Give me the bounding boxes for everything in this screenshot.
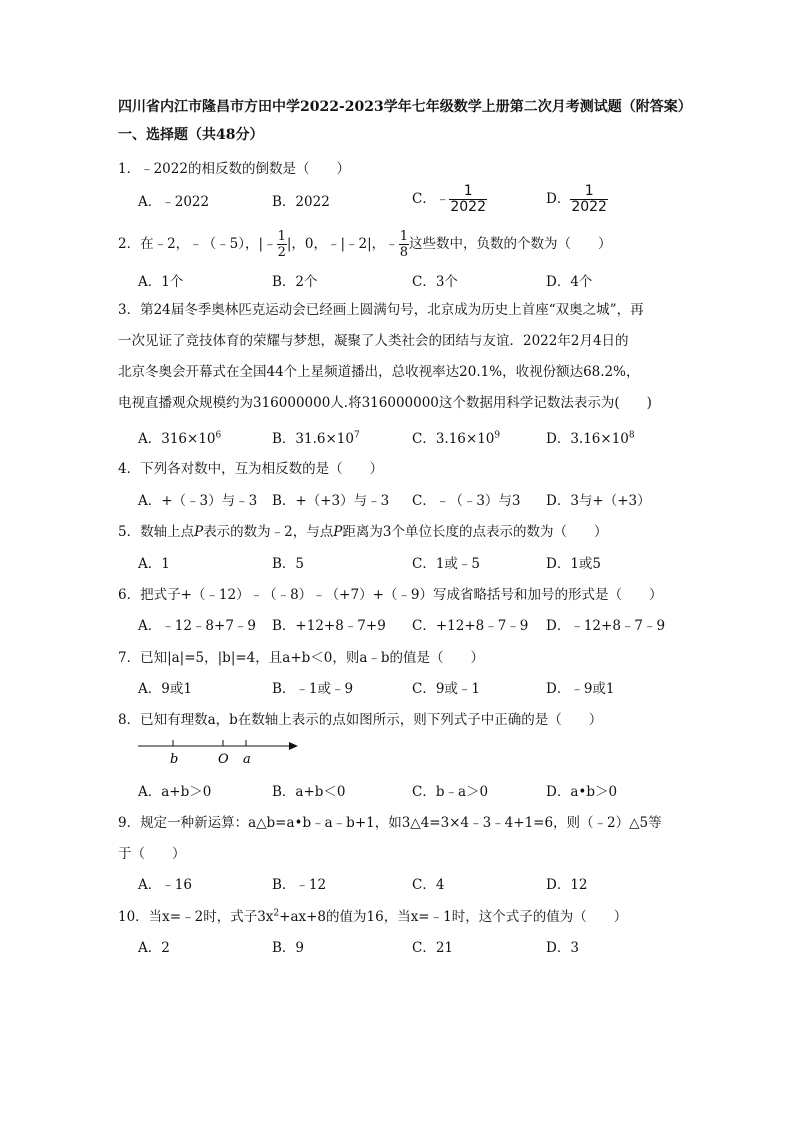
q1-option-b: B．2022: [272, 194, 330, 210]
fraction-numerator: 1: [570, 184, 608, 200]
q9-option-b: B．﹣12: [272, 877, 327, 893]
document-title: 四川省内江市隆昌市方田中学2022-2023学年七年级数学上册第二次月考测试题（附答案）: [118, 99, 692, 115]
option-base: C．3.16×10: [412, 431, 495, 447]
q6-option-a: A．﹣12﹣8+7﹣9: [138, 618, 257, 634]
question-10-stem: [118, 905, 627, 925]
q2-option-c: C．3个: [412, 274, 458, 290]
fraction-denominator: 8: [399, 245, 408, 260]
point-p-label: P: [194, 524, 204, 540]
q4-option-d: D．3与+（+3）: [546, 493, 651, 509]
q3-option-b: [272, 427, 360, 447]
q5-option-c: C．1或﹣5: [412, 556, 481, 572]
q2-option-b: B．2个: [272, 274, 318, 290]
question-6-stem: 6．把式子+（﹣12）﹣（﹣8）﹣（+7）+（﹣9）写成省略括号和加号的形式是（ ）: [118, 587, 663, 603]
q10-option-d: D．3: [546, 940, 579, 956]
option-exponent: 7: [353, 430, 360, 441]
q10-stem-part-a: 10．当x=﹣2时，式子3x: [118, 909, 274, 925]
fraction-numerator: 1: [449, 184, 487, 200]
q2-option-d: D．4个: [546, 274, 593, 290]
label-b: b: [170, 752, 179, 767]
fraction-denominator: 2: [277, 245, 286, 260]
question-5-stem: [118, 520, 607, 540]
number-line-arrow: [289, 742, 298, 750]
q5-option-a: A．1: [138, 556, 170, 572]
q4-option-a: A．+（﹣3）与﹣3: [138, 493, 258, 509]
option-base: B．31.6×10: [272, 431, 354, 447]
q3-line-1: 3．第24届冬季奥林匹克运动会已经画上圆满句号，北京成为历史上首座“双奥之城”，再: [118, 302, 644, 318]
q5-stem-part-a: 5．数轴上点: [118, 524, 195, 540]
label-origin: O: [218, 752, 229, 767]
q7-option-c: C．9或﹣1: [412, 681, 481, 697]
label-a: a: [243, 752, 251, 767]
q1-option-d: [546, 184, 608, 215]
q1-option-d-fraction: [570, 184, 608, 215]
q7-option-a: A．9或1: [138, 681, 192, 697]
fraction-numerator: 1: [399, 229, 408, 244]
q5-stem-part-b: 表示的数为﹣2，与点: [203, 524, 334, 540]
q3-option-c: [412, 427, 500, 447]
q7-option-b: B．﹣1或﹣9: [272, 681, 354, 697]
q10-exponent: 2: [273, 908, 280, 919]
fraction-denominator: 2022: [450, 199, 486, 215]
q9-option-c: C．4: [412, 877, 445, 893]
q1-option-c: [412, 184, 487, 215]
q5-option-d: D．1或5: [546, 556, 602, 572]
q3-option-d: [546, 427, 635, 447]
question-8-stem: 8．已知有理数a，b在数轴上表示的点如图所示，则下列式子中正确的是（ ）: [118, 712, 603, 728]
question-1-stem: 1．﹣2022的相反数的倒数是（ ）: [118, 161, 350, 177]
q4-option-b: B．+（+3）与﹣3: [272, 493, 390, 509]
q3-line-4: 电视直播观众规模约为316000000人.将316000000这个数据用科学记数法表示为( ): [118, 395, 652, 411]
q10-option-a: A．2: [138, 940, 170, 956]
q3-line-3: 北京冬奥会开幕式在全国44个上星频道播出，总收视率达20.1%，收视份额达68.2%，: [118, 364, 640, 380]
option-exponent: 6: [215, 430, 222, 441]
q2-stem-part-c: 这些数中，负数的个数为（ ）: [408, 236, 612, 252]
q2-stem-part-b: |，0，﹣|﹣2|，﹣: [286, 236, 399, 252]
q1-option-a: A．﹣2022: [138, 194, 210, 210]
question-9-line-2: 于（ ）: [118, 846, 186, 862]
question-2-stem: [118, 229, 611, 260]
question-9-line-1: 9．规定一种新运算：a△b=a•b﹣a﹣b+1，如3△4=3×4﹣3﹣4+1=6，则（﹣2）△5等: [118, 815, 662, 831]
q6-option-d: D．﹣12+8﹣7﹣9: [546, 618, 666, 634]
q10-stem-part-b: +ax+8的值为16，当x=﹣1时，这个式子的值为（ ）: [279, 909, 628, 925]
q5-option-b: B．5: [272, 556, 305, 572]
point-p-label: P: [333, 524, 343, 540]
q9-option-d: D．12: [546, 877, 588, 893]
q3-line-2: 一次见证了竞技体育的荣耀与梦想，凝聚了人类社会的团结与友谊．2022年2月4日的: [118, 333, 629, 349]
option-exponent: 8: [628, 430, 635, 441]
q10-option-c: C．21: [412, 940, 454, 956]
q1-option-c-label: C．﹣: [412, 191, 450, 207]
q2-stem-part-a: 2．在﹣2，﹣（﹣5），|﹣: [118, 236, 277, 252]
question-4-stem: 4．下列各对数中，互为相反数的是（ ）: [118, 461, 384, 477]
q5-stem-part-c: 距离为3个单位长度的点表示的数为（ ）: [342, 524, 608, 540]
question-3-stem: [118, 295, 678, 419]
q3-option-a: [138, 427, 221, 447]
q1-option-c-fraction: [449, 184, 487, 215]
q1-option-d-label: D．: [546, 191, 571, 207]
section-heading: 一、选择题（共48分）: [118, 127, 264, 143]
q8-option-a: A．a+b＞0: [138, 784, 212, 800]
question-7-stem: 7．已知|a|=5，|b|=4，且a+b＜0，则a﹣b的值是（ ）: [118, 650, 485, 666]
number-line-figure: [136, 735, 306, 769]
option-base: A．316×10: [138, 431, 216, 447]
q8-option-c: C．b﹣a＞0: [412, 784, 489, 800]
q4-option-c: C．﹣（﹣3）与3: [412, 493, 521, 509]
q2-fraction-half: [277, 229, 287, 260]
q6-option-c: C．+12+8﹣7﹣9: [412, 618, 529, 634]
q2-option-a: A．1个: [138, 274, 184, 290]
q9-option-a: A．﹣16: [138, 877, 192, 893]
q10-option-b: B．9: [272, 940, 305, 956]
option-base: D．3.16×10: [546, 431, 629, 447]
option-exponent: 9: [494, 430, 501, 441]
q2-fraction-eighth: [399, 229, 409, 260]
fraction-numerator: 1: [277, 229, 286, 244]
q7-option-d: D．﹣9或1: [546, 681, 615, 697]
q8-option-d: D．a•b＞0: [546, 784, 618, 800]
q8-option-b: B．a+b＜0: [272, 784, 346, 800]
fraction-denominator: 2022: [571, 199, 607, 215]
q6-option-b: B．+12+8﹣7+9: [272, 618, 386, 634]
